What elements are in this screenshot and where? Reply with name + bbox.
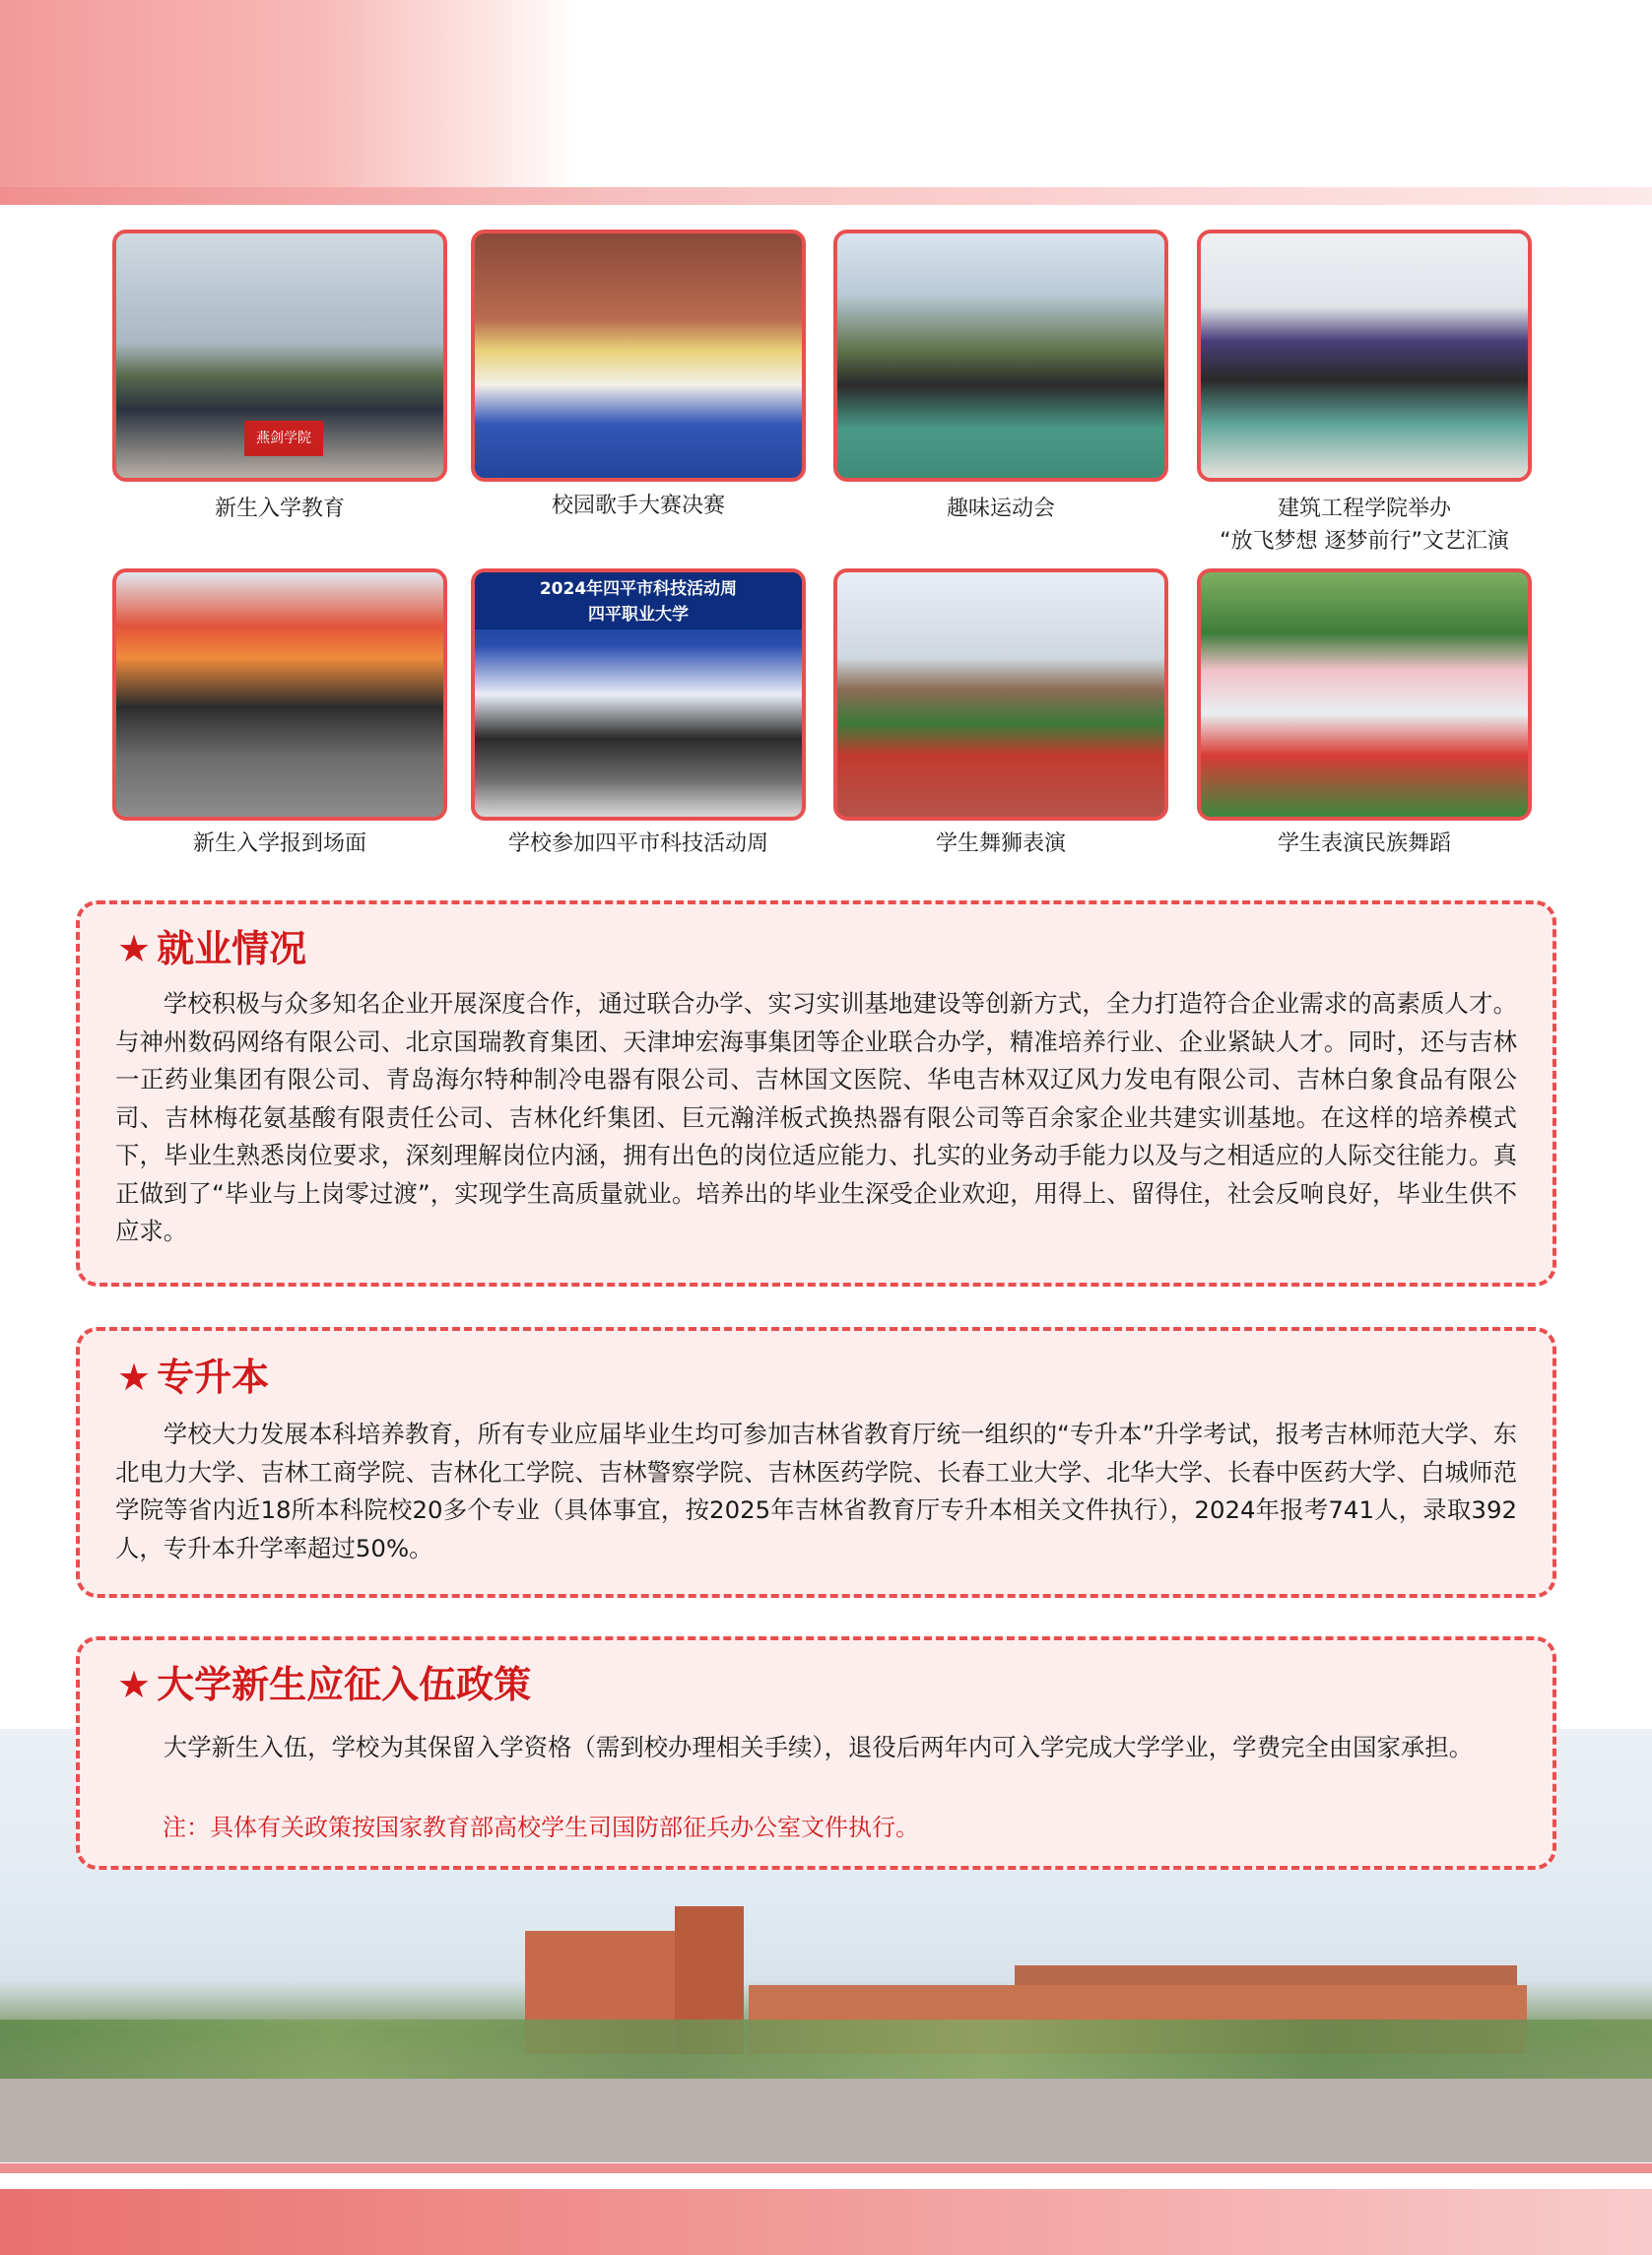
photo-fun-sports-meet	[833, 230, 1168, 482]
star-icon: ★	[117, 1356, 152, 1399]
section-employment	[76, 900, 1556, 1287]
section-title-text: 大学新生应征入伍政策	[157, 1663, 532, 1706]
bottom-decorative-rule	[0, 2163, 1652, 2173]
photo-banner: 燕剑学院	[244, 421, 323, 456]
section-military	[76, 1636, 1556, 1870]
photo-caption: 新生入学教育	[214, 497, 345, 521]
photo-freshman-education	[112, 230, 447, 482]
photo-lion-dance	[833, 568, 1168, 821]
section-title-text: 就业情况	[157, 927, 307, 970]
photo-caption-line1: 建筑工程学院举办	[1277, 497, 1451, 521]
photo-caption: 趣味运动会	[946, 497, 1055, 521]
photo-tech-week	[471, 568, 806, 821]
section-body: 学校积极与众多知名企业开展深度合作，通过联合办学、实习实训基地建设等创新方式，全力打造符合企业需求的高素质人才。与神州数码网络有限公司、北京国瑞教育集团、天津坤宏海事集团等企业联合办学，精准培养行业、企业紧缺人才。同时，还与吉林一正药业集团有限公司、青岛海尔特种制冷电器有限公司、吉林国文医院、华电吉林双辽风力发电有限公司、吉林白象食品有限公司、吉林梅花氨基酸有限责任公司、吉林化纤集团、巨元瀚洋板式换热器有限公司等百余家企业共建实训基地。在这样的培养模式下，毕业生熟悉岗位要求，深刻理解岗位内涵，拥有出色的岗位适应能力、扎实的业务动手能力以及与之相适应的人际交往能力。真正做到了“毕业与上岗零过渡”，实现学生高质量就业。培养出的毕业生深受企业欢迎，用得上、留得住，社会反响良好，毕业生供不应求。	[115, 989, 1517, 1245]
star-icon: ★	[117, 1663, 152, 1706]
section-title	[117, 924, 306, 973]
photo-banner	[475, 572, 802, 630]
photo-banner-line1: 2024年四平市科技活动周	[539, 579, 738, 599]
section-body: 大学新生入伍，学校为其保留入学资格（需到校办理相关手续），退役后两年内可入学完成大学学业，学费完全由国家承担。	[163, 1733, 1474, 1761]
photo-campus-singer-final	[471, 230, 806, 482]
bottom-decorative-band	[0, 2189, 1652, 2255]
photo-caption: 学生舞狮表演	[935, 831, 1066, 856]
photo-freshman-registration	[112, 568, 447, 821]
section-title-text: 专升本	[157, 1356, 270, 1399]
photo-banner-line2: 四平职业大学	[588, 605, 689, 625]
star-icon: ★	[117, 927, 152, 970]
campus-plaza	[0, 2079, 1652, 2162]
photo-arts-performance	[1197, 230, 1532, 482]
photo-caption: 校园歌手大赛决赛	[551, 494, 725, 518]
top-decorative-rule	[0, 187, 1652, 205]
photo-caption-line2: “放飞梦想 逐梦前行”文艺汇演	[1220, 529, 1509, 554]
photo-caption: 新生入学报到场面	[192, 831, 366, 856]
section-body: 学校大力发展本科培养教育，所有专业应届毕业生均可参加吉林省教育厅统一组织的“专升本”升学考试，报考吉林师范大学、东北电力大学、吉林工商学院、吉林化工学院、吉林警察学院、吉林医药学院、长春工业大学、北华大学、长春中医药大学、白城师范学院等省内近18所本科院校20多个专业（具体事宜，按2025年吉林省教育厅专升本相关文件执行），2024年报考741人，录取392人，专升本升学率超过50%。	[115, 1420, 1517, 1562]
photo-folk-dance	[1197, 568, 1532, 821]
section-upgrade	[76, 1327, 1556, 1598]
section-title	[117, 1660, 531, 1709]
photo-caption: 学校参加四平市科技活动周	[507, 831, 768, 856]
photo-caption: 学生表演民族舞蹈	[1277, 831, 1451, 856]
section-title	[117, 1353, 269, 1402]
top-decorative-band	[0, 0, 576, 187]
section-note: 注：具体有关政策按国家教育部高校学生司国防部征兵办公室文件执行。	[163, 1814, 919, 1841]
